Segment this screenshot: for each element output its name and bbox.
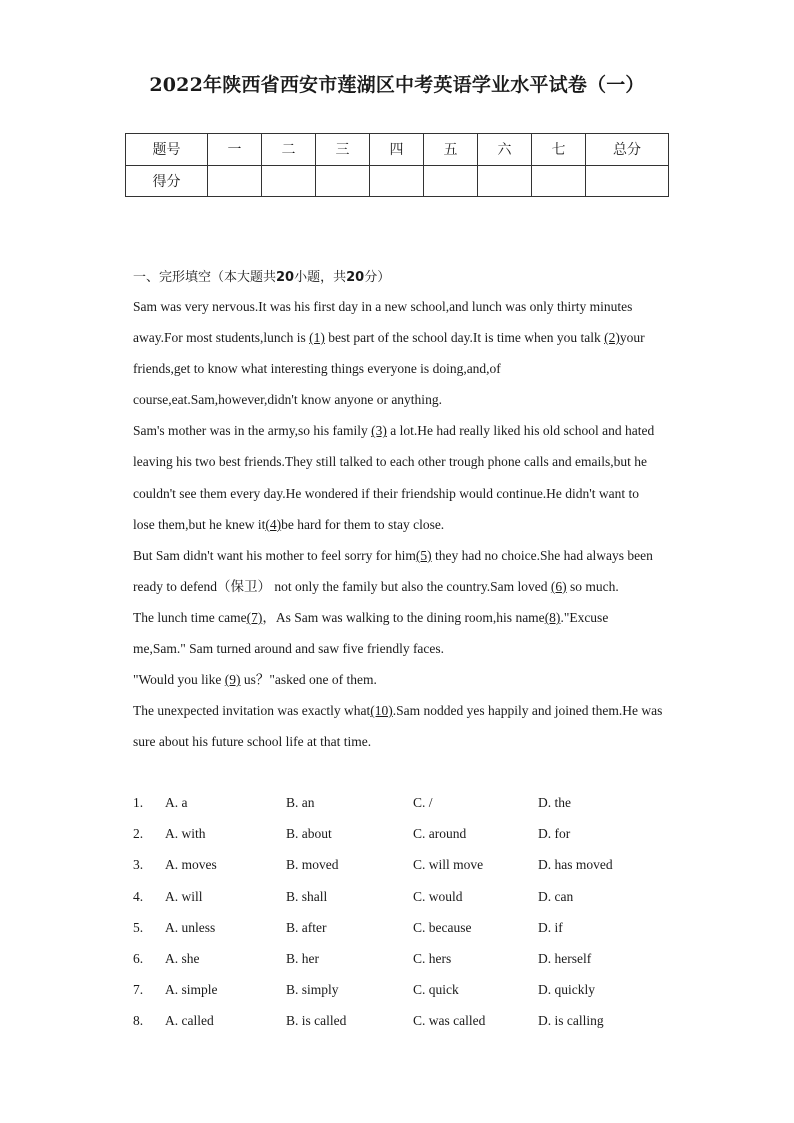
option-d[interactable]: D. herself [538, 950, 592, 966]
option-a[interactable]: A. with [165, 826, 206, 842]
header-cell: 四 [370, 134, 424, 166]
option-a[interactable]: A. a [165, 795, 188, 810]
option-d[interactable]: D. if [538, 919, 563, 935]
option-a[interactable]: A. will [165, 888, 203, 904]
question-number: 1. [133, 795, 144, 810]
cloze-passage [133, 291, 663, 757]
question-row [133, 857, 673, 888]
page-title: 2022年陕西省西安市莲湖区中考英语学业水平试卷（一） [149, 74, 645, 96]
blank-10: (10) [370, 703, 393, 719]
passage-paragraph: Sam's mother was in the army,so his family (3) a lot.He had really liked his old school and hated leaving his two best friends.They still talked to each other trough phone calls and emails,but he couldn't see them every day.He wondered if their friendship would continue.He didn't want to lose them,but he knew it(4)be hard for them to stay close. [133, 423, 655, 532]
score-cell[interactable] [478, 165, 532, 197]
header-cell: 五 [424, 134, 478, 166]
option-b[interactable]: B. is called [286, 1013, 347, 1029]
option-a[interactable]: A. simple [165, 982, 218, 998]
score-cell[interactable] [586, 165, 669, 197]
score-table-score-row [126, 165, 669, 197]
header-cell: 题号 [126, 134, 208, 166]
option-c[interactable]: C. because [413, 919, 472, 935]
passage-paragraph: "Would you like (9) us？"asked one of them. [133, 672, 377, 688]
header-cell: 六 [478, 134, 532, 166]
question-number: 8. [133, 1013, 144, 1029]
passage-paragraph: The lunch time came(7)，As Sam was walking to the dining room,his name(8)."Excuse me,Sam." Sam turned around and saw five friendly faces. [133, 609, 609, 657]
option-c[interactable]: C. around [413, 826, 467, 842]
header-cell: 总分 [586, 134, 669, 166]
header-cell: 一 [208, 134, 262, 166]
passage-paragraph: The unexpected invitation was exactly what(10).Sam nodded yes happily and joined them.He was sure about his future school life at that time. [133, 703, 663, 750]
score-table-header-row [126, 134, 669, 166]
question-row [133, 920, 673, 951]
option-c[interactable]: C. would [413, 888, 463, 904]
header-cell: 七 [532, 134, 586, 166]
passage-paragraph: But Sam didn't want his mother to feel sorry for him(5) they had no choice.She had always been ready to defend（保卫） not only the family but also the country.Sam loved (6) so much. [133, 547, 653, 594]
option-b[interactable]: B. her [286, 950, 319, 966]
row-label: 得分 [126, 165, 208, 197]
score-cell[interactable] [532, 165, 586, 197]
option-b[interactable]: B. shall [286, 888, 328, 904]
question-number: 5. [133, 919, 144, 935]
option-c[interactable]: C. quick [413, 982, 459, 998]
blank-2: (2) [604, 330, 620, 346]
option-c[interactable]: C. / [413, 795, 433, 810]
header-cell: 二 [262, 134, 316, 166]
question-row [133, 889, 673, 920]
option-d[interactable]: D. can [538, 888, 574, 904]
option-d[interactable]: D. is calling [538, 1013, 604, 1029]
option-a[interactable]: A. unless [165, 919, 216, 935]
option-b[interactable]: B. an [286, 795, 315, 810]
score-cell[interactable] [316, 165, 370, 197]
question-number: 7. [133, 982, 144, 998]
question-row [133, 795, 673, 826]
option-b[interactable]: B. after [286, 919, 327, 935]
blank-1: (1) [309, 330, 325, 346]
blank-5: (5) [415, 547, 432, 563]
score-cell[interactable] [370, 165, 424, 197]
question-row [133, 1013, 673, 1044]
score-cell[interactable] [208, 165, 262, 197]
option-b[interactable]: B. simply [286, 982, 339, 998]
blank-8: (8) [544, 609, 561, 625]
score-cell[interactable] [424, 165, 478, 197]
question-row [133, 951, 673, 982]
question-number: 4. [133, 888, 144, 904]
option-a[interactable]: A. called [165, 1013, 214, 1029]
blank-7: (7) [246, 609, 263, 625]
header-cell: 三 [316, 134, 370, 166]
options-list [133, 795, 673, 1045]
score-table [125, 133, 669, 197]
question-number: 3. [133, 857, 144, 873]
option-d[interactable]: D. quickly [538, 982, 595, 998]
option-b[interactable]: B. about [286, 826, 332, 842]
passage-paragraph: Sam was very nervous.It was his first day in a new school,and lunch was only thirty minutes away.For most students,lunch is (1) best part of the school day.It is time when you talk (2)your friends,get to know what interesting things everyone is doing,and,of course,eat.Sam,however,didn't know anyone or anything. [133, 299, 645, 408]
option-c[interactable]: C. hers [413, 950, 452, 966]
blank-6: (6) [550, 578, 567, 594]
blank-4: (4) [265, 516, 282, 532]
option-c[interactable]: C. will move [413, 857, 484, 873]
score-cell[interactable] [262, 165, 316, 197]
option-c[interactable]: C. was called [413, 1013, 486, 1029]
option-b[interactable]: B. moved [286, 857, 339, 873]
question-row [133, 826, 673, 857]
option-a[interactable]: A. moves [165, 857, 217, 873]
blank-3: (3) [371, 423, 387, 439]
question-number: 6. [133, 950, 144, 966]
option-d[interactable]: D. the [538, 795, 571, 810]
question-number: 2. [133, 826, 144, 842]
question-row [133, 982, 673, 1013]
blank-9: (9) [224, 672, 241, 688]
option-d[interactable]: D. for [538, 826, 571, 842]
option-a[interactable]: A. she [165, 950, 200, 966]
option-d[interactable]: D. has moved [538, 857, 613, 873]
section-heading: 一、完形填空（本大题共20小题，共20分） [133, 270, 391, 285]
